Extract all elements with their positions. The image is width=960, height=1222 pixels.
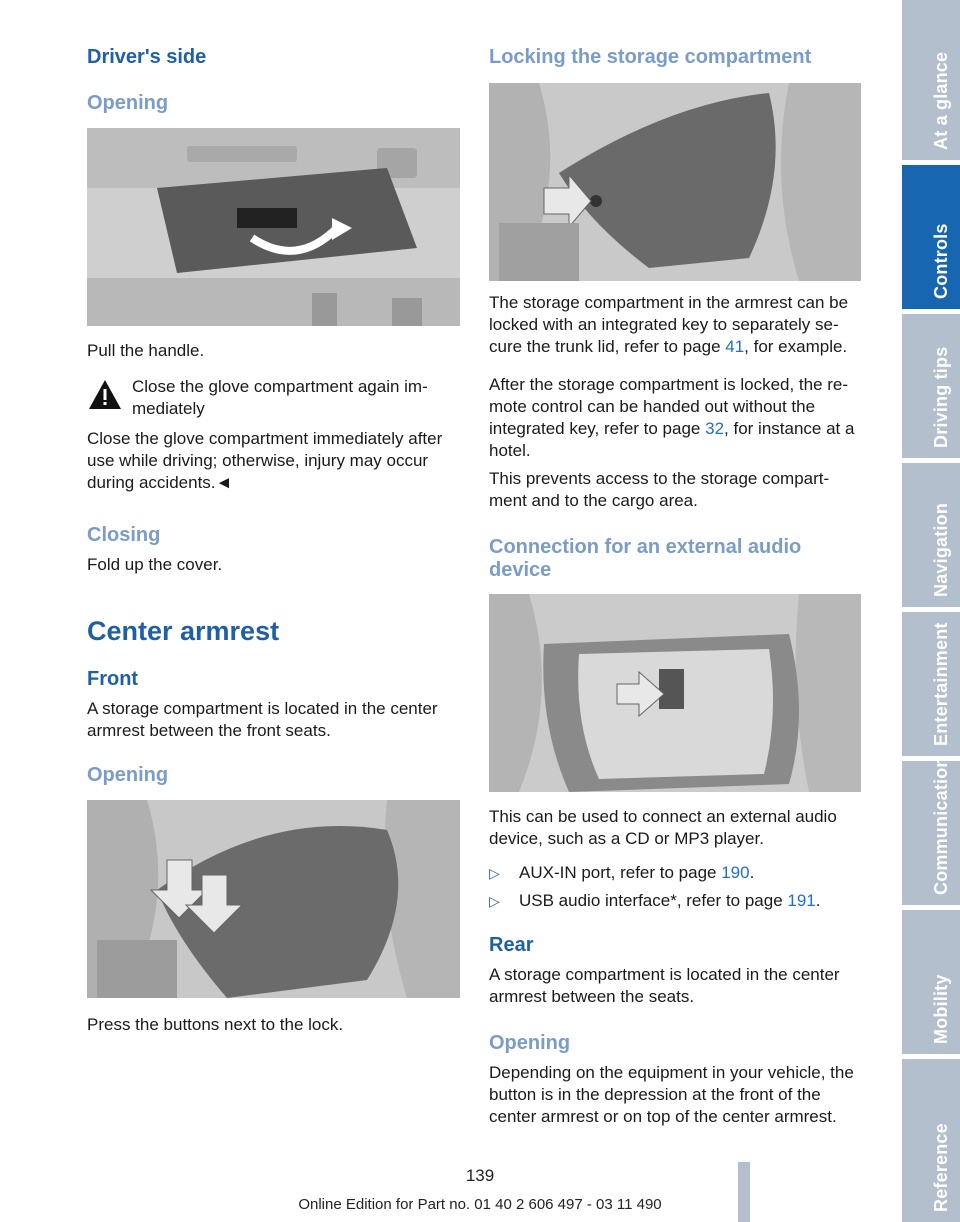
pull-handle-text: Pull the handle. bbox=[87, 341, 205, 360]
tab-label: Mobility bbox=[931, 974, 951, 1044]
locking-text-2: After the storage compartment is locked, the re‐ mote control can be handed out without the integrated key, refer to page bbox=[489, 375, 849, 438]
tab-label: Navigation bbox=[931, 502, 951, 597]
tab-label: Communication bbox=[931, 756, 951, 895]
subheading-opening-2: Opening bbox=[87, 764, 169, 786]
tab-label: Entertainment bbox=[931, 622, 951, 746]
tab-controls[interactable] bbox=[902, 165, 960, 309]
tab-label: Driving tips bbox=[931, 346, 951, 448]
locking-paragraph-3: This prevents access to the storage compart‐ ment and to the cargo area. bbox=[489, 469, 830, 510]
armrest-buttons-photo bbox=[87, 800, 460, 998]
subheading-rear: Rear bbox=[489, 934, 534, 956]
triangle-bullet-icon: ▷ bbox=[489, 865, 500, 881]
tab-label: Reference bbox=[931, 1123, 951, 1212]
page-ref-32[interactable]: 32 bbox=[705, 419, 725, 438]
locking-text-2-tail: , for instance at a hotel. bbox=[489, 419, 855, 460]
page-number: 139 bbox=[465, 1166, 495, 1185]
subheading-front: Front bbox=[87, 668, 139, 690]
tab-driving-tips[interactable] bbox=[902, 314, 960, 458]
armrest-lock-photo bbox=[489, 83, 861, 281]
front-description: A storage compartment is located in the center armrest between the front seats. bbox=[87, 699, 438, 740]
locking-text-1-tail: , for example. bbox=[744, 337, 848, 356]
page-ref-41[interactable]: 41 bbox=[725, 337, 745, 356]
chapter-tabs bbox=[902, 0, 960, 1222]
tab-at-a-glance[interactable] bbox=[902, 0, 960, 160]
bullet-label: USB audio interface*, refer to page bbox=[519, 891, 788, 910]
triangle-bullet-icon: ▷ bbox=[489, 893, 500, 909]
list-item bbox=[489, 890, 863, 912]
bullet-tail: . bbox=[815, 891, 821, 910]
opening-rear-description: Depending on the equipment in your vehicle, the button is in the depression at the front of the center armrest or on top of the center armrest. bbox=[489, 1063, 854, 1126]
tab-entertainment[interactable] bbox=[902, 612, 960, 756]
locking-text-1: The storage compartment in the armrest can be locked with an integrated key to separately se‐ cure the trunk lid, refer to page bbox=[489, 293, 849, 356]
tab-label: At a glance bbox=[931, 51, 951, 150]
list-item-text bbox=[519, 862, 754, 884]
glove-compartment-photo bbox=[87, 128, 460, 326]
subheading-closing: Closing bbox=[87, 524, 161, 546]
rear-description: A storage compartment is located in the center armrest between the seats. bbox=[489, 965, 840, 1006]
warning-body: Close the glove compartment immediately after use while driving; otherwise, injury may occur during accidents.◄ bbox=[87, 429, 443, 492]
fold-cover-text: Fold up the cover. bbox=[87, 555, 223, 574]
heading-locking-storage: Locking the storage compartment bbox=[489, 46, 812, 68]
tab-communication[interactable] bbox=[902, 756, 960, 905]
warning-title: Close the glove compartment again im‐ mediately bbox=[132, 377, 428, 418]
tab-label: Controls bbox=[931, 223, 951, 299]
page-ref-190[interactable]: 190 bbox=[721, 863, 750, 882]
press-buttons-text: Press the buttons next to the lock. bbox=[87, 1015, 344, 1034]
subheading-opening: Opening bbox=[87, 92, 169, 114]
page-ref-191[interactable]: 191 bbox=[787, 891, 816, 910]
bullet-label: AUX-IN port, refer to page bbox=[519, 863, 722, 882]
subheading-opening-3: Opening bbox=[489, 1032, 571, 1054]
edition-footer: Online Edition for Part no. 01 40 2 606 497 - 03 11 490 bbox=[298, 1196, 662, 1213]
tab-mobility[interactable] bbox=[902, 910, 960, 1054]
section-heading-drivers-side: Driver's side bbox=[87, 46, 207, 68]
locking-paragraph-2 bbox=[489, 374, 863, 462]
list-item bbox=[489, 862, 863, 884]
list-item-text bbox=[519, 890, 821, 912]
tab-navigation[interactable] bbox=[902, 463, 960, 607]
locking-paragraph-1 bbox=[489, 292, 863, 358]
bullet-tail: . bbox=[749, 863, 755, 882]
section-heading-center-armrest: Center armrest bbox=[87, 616, 280, 646]
connect-description: This can be used to connect an external audio device, such as a CD or MP3 player. bbox=[489, 807, 837, 848]
audio-connection-photo bbox=[489, 594, 861, 792]
warning-triangle-icon bbox=[87, 378, 123, 412]
heading-connection-audio: Connection for an external audio device bbox=[489, 536, 802, 581]
